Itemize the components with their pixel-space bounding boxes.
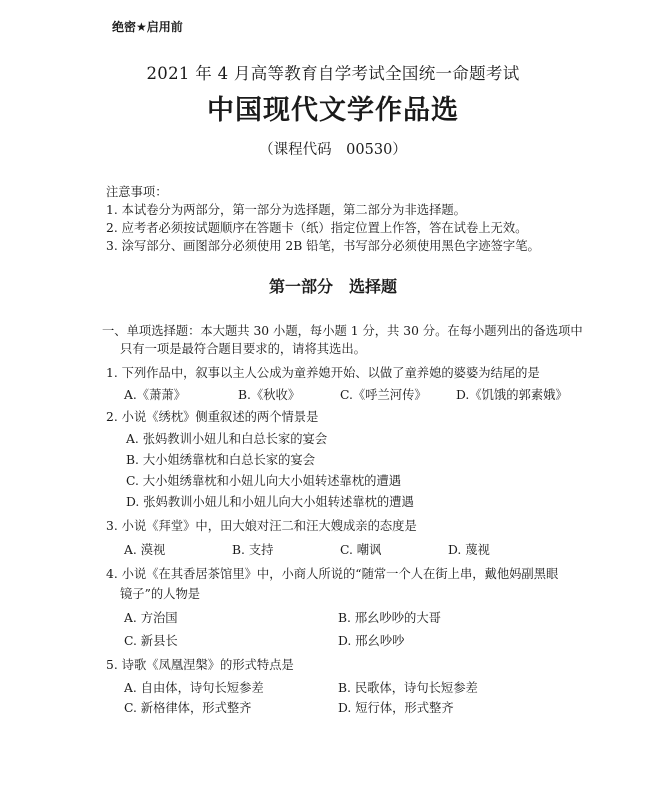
- question-stem-cont: 镜子”的人物是: [120, 587, 201, 601]
- option: A. 方治国: [124, 611, 178, 625]
- note-item: 1. 本试卷分为两部分，第一部分为选择题，第二部分为非选择题。: [106, 203, 466, 217]
- part-title: 第一部分 选择题: [268, 277, 397, 296]
- note-item: 2. 应考者必须按试题顺序在答题卡（纸）指定位置上作答，答在试卷上无效。: [106, 221, 528, 235]
- option: C.《呼兰河传》: [340, 388, 427, 402]
- section-instructions-cont: 只有一项是最符合题目要求的，请将其选出。: [120, 342, 366, 356]
- notes-heading: 注意事项：: [106, 185, 168, 199]
- subject-title: 中国现代文学作品选: [207, 95, 459, 126]
- option: B. 大小姐绣靠枕和白总长家的宴会: [126, 453, 316, 467]
- option: D. 张妈教训小妞儿和小妞儿向大小姐转述靠枕的遭遇: [126, 495, 414, 509]
- question-stem: 2. 小说《绣枕》侧重叙述的两个情景是: [106, 410, 319, 424]
- option: D. 短行体，形式整齐: [338, 701, 454, 715]
- note-item: 3. 涂写部分、画图部分必须使用 2B 铅笔，书写部分必须使用黑色字迹签字笔。: [106, 239, 540, 253]
- question-stem: 4. 小说《在其香居茶馆里》中，小商人所说的“随常一个人在街上串，戴他妈副黑眼: [106, 567, 559, 581]
- option: A. 漠视: [124, 543, 166, 557]
- section-instructions: 一、单项选择题：本大题共 30 小题，每小题 1 分，共 30 分。在每小题列出的备选项中: [102, 324, 583, 338]
- option: A. 张妈教训小妞儿和白总长家的宴会: [126, 432, 328, 446]
- option: C. 嘲讽: [340, 543, 382, 557]
- option: C. 大小姐绣靠枕和小妞儿向大小姐转述靠枕的遭遇: [126, 474, 402, 488]
- option: D. 蔑视: [448, 543, 490, 557]
- option: B. 邢幺吵吵的大哥: [338, 611, 441, 625]
- option: B.《秋收》: [238, 388, 301, 402]
- question-stem: 1. 下列作品中，叙事以主人公成为童养媳开始、以做了童养媳的婆婆为结尾的是: [106, 366, 540, 380]
- exam-title: 2021 年 4 月高等教育自学考试全国统一命题考试: [146, 64, 520, 83]
- option: B. 民歌体，诗句长短参差: [338, 681, 478, 695]
- option: D. 邢幺吵吵: [338, 634, 405, 648]
- option: C. 新格律体，形式整齐: [124, 701, 252, 715]
- question-stem: 5. 诗歌《凤凰涅槃》的形式特点是: [106, 658, 294, 672]
- option: A. 自由体，诗句长短参差: [124, 681, 264, 695]
- option: B. 支持: [232, 543, 274, 557]
- option: C. 新县长: [124, 634, 178, 648]
- option: D.《饥饿的郭素娥》: [456, 388, 568, 402]
- question-stem: 3. 小说《拜堂》中，田大娘对汪二和汪大嫂成亲的态度是: [106, 519, 417, 533]
- secret-mark: 绝密★启用前: [112, 20, 183, 34]
- course-code: （课程代码 00530）: [259, 142, 407, 158]
- option: A.《萧萧》: [124, 388, 186, 402]
